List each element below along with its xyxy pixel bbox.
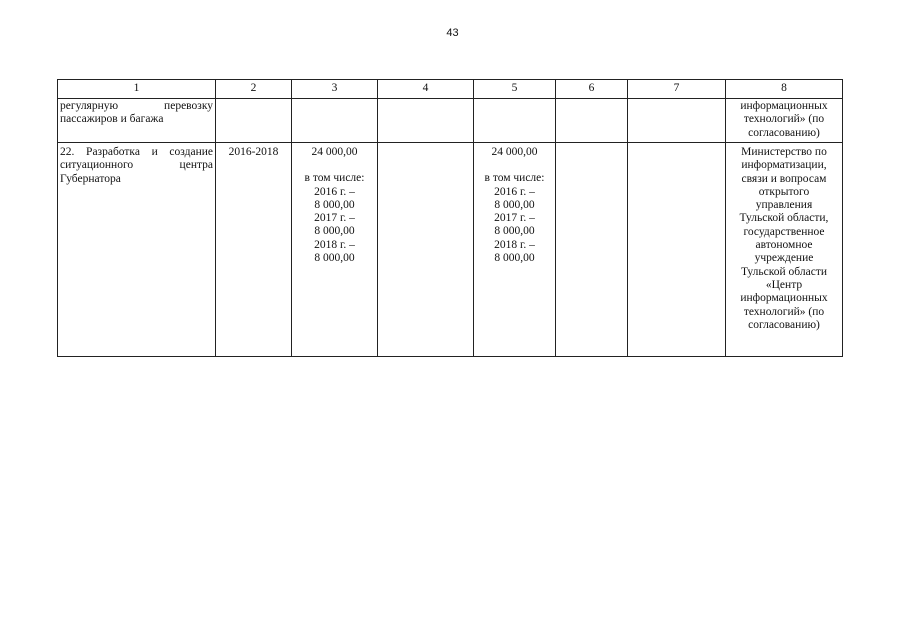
cell-col4 xyxy=(378,99,474,143)
table-row-22 xyxy=(58,143,843,357)
text-line: 8 000,00 xyxy=(314,198,355,211)
text-line: технологий» (по xyxy=(743,305,825,318)
text-line: 2018 г. – xyxy=(494,238,535,251)
cell-executor xyxy=(726,99,843,143)
text-line: информатизации, xyxy=(741,159,827,172)
text-line: 2016 г. – xyxy=(314,185,355,198)
cell-col6 xyxy=(556,143,628,357)
cell-total xyxy=(292,143,378,357)
header-cell: 8 xyxy=(726,80,843,99)
cell-col6 xyxy=(556,99,628,143)
text-line: в том числе: xyxy=(484,172,545,185)
text-line: 22. Разработка и создание xyxy=(60,146,213,158)
text-line: 8 000,00 xyxy=(494,198,535,211)
text-line: открытого xyxy=(758,185,810,198)
text-line: государственное xyxy=(743,225,825,238)
cell-col4 xyxy=(378,143,474,357)
text-line: учреждение xyxy=(754,252,814,265)
header-cell: 6 xyxy=(556,80,628,99)
text-line: автономное xyxy=(755,239,813,252)
text-line: 2016 г. – xyxy=(494,185,535,198)
cell-col7 xyxy=(628,143,726,357)
header-cell: 2 xyxy=(216,80,292,99)
header-cell: 4 xyxy=(378,80,474,99)
text-line: Тульской области, xyxy=(739,212,829,225)
text-line: связи и вопросам xyxy=(741,172,827,185)
text-line: 8 000,00 xyxy=(494,225,535,238)
header-cell: 7 xyxy=(628,80,726,99)
text-line: регулярную перевозку xyxy=(60,100,213,112)
text-line: технологий» (по xyxy=(743,113,825,126)
text-line: пассажиров и багажа xyxy=(60,113,164,126)
text-line: ситуационного центра xyxy=(60,159,213,172)
total-value: 24 000,00 xyxy=(491,146,538,158)
header-cell: 5 xyxy=(474,80,556,99)
text-line: Министерство по xyxy=(741,146,827,158)
text-line: информационных xyxy=(740,292,828,305)
header-cell: 1 xyxy=(58,80,216,99)
text-line: «Центр xyxy=(765,278,803,291)
program-table xyxy=(57,79,843,357)
cell-activity xyxy=(58,99,216,143)
cell-period xyxy=(216,99,292,143)
cell-col5 xyxy=(474,143,556,357)
text-line: 8 000,00 xyxy=(314,225,355,238)
text-line: 2017 г. – xyxy=(314,212,355,225)
cell-executor xyxy=(726,143,843,357)
cell-col7 xyxy=(628,99,726,143)
text-line: 2018 г. – xyxy=(314,238,355,251)
total-value: 24 000,00 xyxy=(311,146,358,158)
table-header-row xyxy=(58,80,843,99)
text-line: Тульской области xyxy=(740,265,827,278)
text-line: 2017 г. – xyxy=(494,212,535,225)
text-line: согласованию) xyxy=(748,126,820,139)
text-line: 8 000,00 xyxy=(494,252,535,265)
cell-activity xyxy=(58,143,216,357)
cell-col5 xyxy=(474,99,556,143)
cell-period: 2016-2018 xyxy=(216,143,292,357)
header-cell: 3 xyxy=(292,80,378,99)
text-line: информационных xyxy=(740,100,828,112)
cell-total xyxy=(292,99,378,143)
text-line: управления xyxy=(755,199,813,212)
page-number: 43 xyxy=(446,27,459,39)
table-row-continued xyxy=(58,99,843,143)
text-line: согласованию) xyxy=(748,318,820,331)
text-line: Губернатора xyxy=(60,172,121,185)
text-line: 8 000,00 xyxy=(314,252,355,265)
text-line: в том числе: xyxy=(304,172,365,185)
